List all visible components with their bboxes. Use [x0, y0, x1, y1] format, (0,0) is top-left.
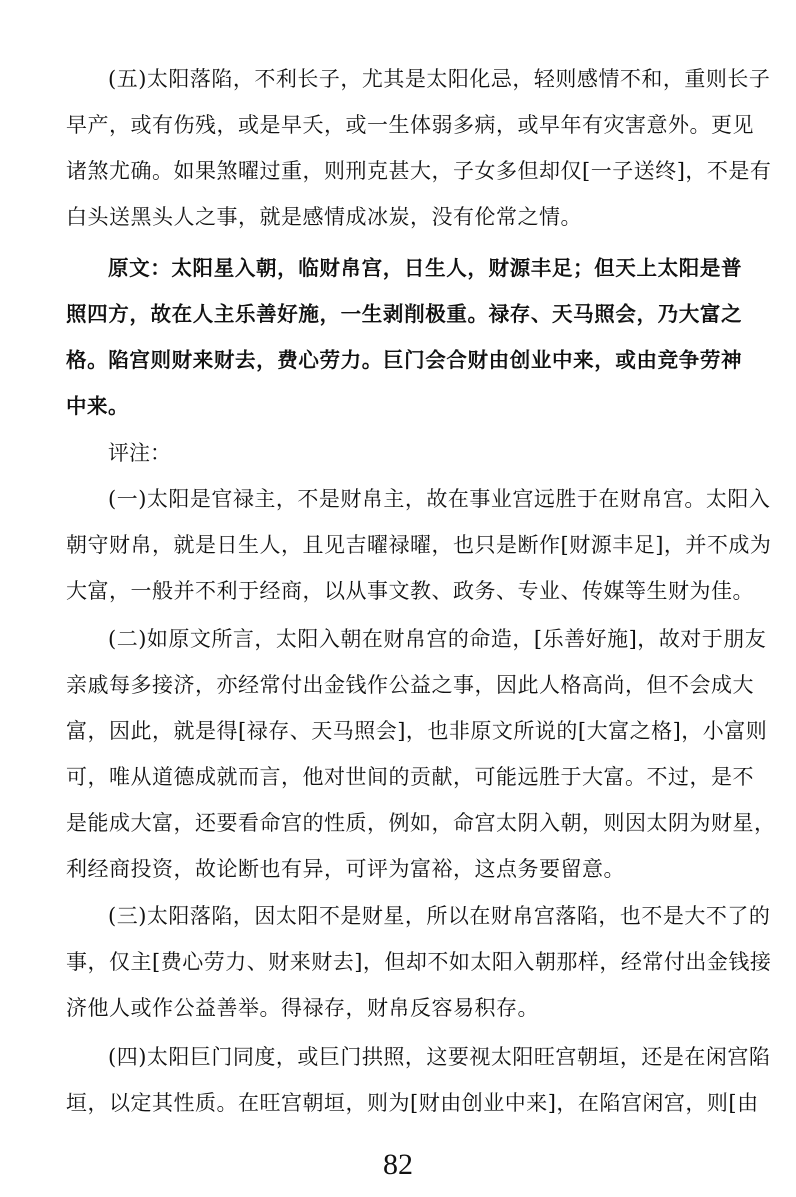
- text-line: 格。陷宫则财来财去，费心劳力。巨门会合财由创业中来，或由竞争劳神: [66, 348, 742, 372]
- original-text-paragraph: [66, 245, 742, 429]
- text-line: 可，唯从道德成就而言，他对世间的贡献，可能远胜于大富。不过，是不: [66, 765, 754, 789]
- commentary-four: [66, 1034, 771, 1126]
- text-line: 事，仅主[费心劳力、财来财去]，但却不如太阳入朝那样，经常付出金钱接: [66, 950, 772, 974]
- text-line: (一)太阳是官禄主，不是财帛主，故在事业宫远胜于在财帛宫。太阳入: [108, 487, 771, 511]
- commentary-heading: 评注：: [108, 441, 171, 465]
- text-line: 早产，或有伤残，或是早夭，或一生体弱多病，或早年有灾害意外。更见: [66, 113, 754, 137]
- text-line: (四)太阳巨门同度，或巨门拱照，这要视太阳旺宫朝垣，还是在闲宫陷: [108, 1045, 771, 1069]
- text-line: 诸煞尤确。如果煞曜过重，则刑克甚大，子女多但却仅[一子送终]，不是有: [66, 159, 772, 183]
- text-line: 富，因此，就是得[禄存、天马照会]，也非原文所说的[大富之格]，小富则: [66, 719, 768, 743]
- text-line: 朝守财帛，就是日生人，且见吉曜禄曜，也只是断作[财源丰足]，并不成为: [66, 533, 772, 557]
- text-line: 大富，一般并不利于经商，以从事文教、政务、专业、传媒等生财为佳。: [66, 579, 754, 603]
- paragraph-five: [66, 56, 772, 240]
- text-line: 利经商投资，故论断也有异，可评为富裕，这点务要留意。: [66, 857, 625, 881]
- text-line: (三)太阳落陷，因太阳不是财星，所以在财帛宫落陷，也不是大不了的: [108, 904, 771, 928]
- text-line: 是能成大富，还要看命宫的性质，例如，命宫太阴入朝，则因太阴为财星，: [66, 811, 776, 835]
- text-line: 原文：太阳星入朝，临财帛宫，日生人，财源丰足；但天上太阳是普: [108, 256, 742, 280]
- text-line: 济他人或作公益善举。得禄存，财帛反容易积存。: [66, 996, 539, 1020]
- commentary-one: [66, 476, 772, 614]
- text-line: 垣，以定其性质。在旺宫朝垣，则为[财由创业中来]，在陷宫闲宫，则[由: [66, 1091, 759, 1115]
- text-line: 中来。: [66, 394, 129, 418]
- text-line: (二)如原文所言，太阳入朝在财帛宫的命造，[乐善好施]，故对于朋友: [108, 627, 767, 651]
- text-line: (五)太阳落陷，不利长子，尤其是太阳化忌，轻则感情不和，重则长子: [108, 67, 771, 91]
- commentary-two: [66, 616, 776, 892]
- text-line: 白头送黑头人之事，就是感情成冰炭，没有伦常之情。: [66, 205, 582, 229]
- commentary-three: [66, 893, 772, 1031]
- text-line: 照四方，故在人主乐善好施，一生剥削极重。禄存、天马照会，乃大富之: [66, 302, 742, 326]
- text-line: 亲戚每多接济，亦经常付出金钱作公益之事，因此人格高尚，但不会成大: [66, 673, 754, 697]
- page-number: 82: [383, 1148, 413, 1181]
